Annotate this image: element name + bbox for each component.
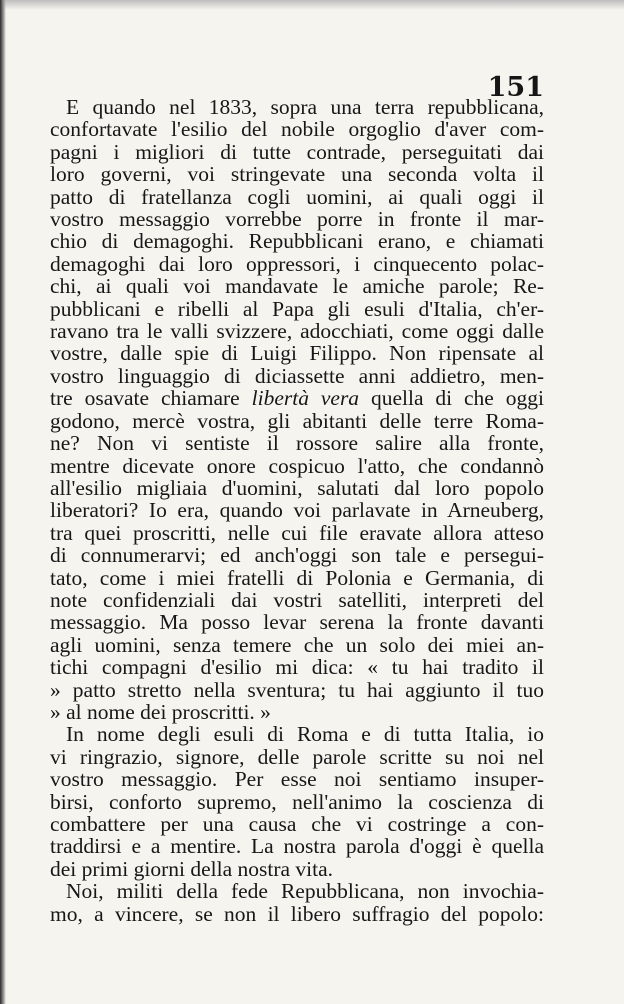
text-line: tre osavate chiamare libertà vera quella di che oggi — [50, 386, 544, 411]
paragraph — [50, 880, 544, 925]
page-top-edge-shadow — [0, 0, 624, 10]
page-number: 151 — [487, 72, 544, 103]
text-line: tato, come i miei fratelli di Polonia e Germania, di — [50, 565, 544, 590]
text-line: tichi compagni d'esilio mi dica: « tu hai tradito il — [50, 655, 544, 680]
text-line: loro governi, voi stringevate una seconda volta il — [50, 162, 544, 187]
page-left-edge-shadow — [0, 0, 6, 1004]
text-line: demagoghi dai loro oppressori, i cinquecento polac- — [50, 251, 544, 276]
text-line: pagni i migliori di tutte contrade, perseguitati dai — [50, 139, 544, 164]
text-line: vostro linguaggio di diciassette anni addietro, men- — [50, 363, 544, 388]
text-line: In nome degli esuli di Roma e di tutta Italia, io — [66, 722, 544, 747]
text-line: vostre, dalle spie di Luigi Filippo. Non ripensate al — [50, 341, 544, 366]
text-line: vi ringrazio, signore, delle parole scritte su noi nel — [50, 744, 544, 769]
text-line: all'esilio migliaia d'uomini, salutati dal loro popolo — [50, 475, 544, 500]
emphasis: libertà vera — [251, 386, 360, 411]
text-line: » al nome dei proscritti. » — [50, 699, 271, 724]
text-line: mo, a vincere, se non il libero suffragio del popolo: — [50, 901, 544, 926]
text-line: E quando nel 1833, sopra una terra repubblicana, — [66, 95, 544, 119]
text-line: traddirsi e a mentire. La nostra parola d'oggi è quella — [50, 834, 544, 859]
text-line: tra quei proscritti, nelle cui file eravate allora atteso — [50, 520, 544, 545]
text-line: chi, ai quali voi mandavate le amiche parole; Re- — [50, 274, 544, 299]
text-line: dei primi giorni della nostra vita. — [50, 856, 334, 881]
text-line: Noi, militi della fede Repubblicana, non invochia- — [66, 879, 544, 904]
text-line: liberatori? Io era, quando voi parlavate in Arneuberg, — [50, 498, 544, 523]
text-line: combattere per una causa che vi costringe a con- — [50, 812, 544, 836]
text-line: » patto stretto nella sventura; tu hai aggiunto il tuo — [50, 677, 544, 702]
text-line: pubblicani e ribelli al Papa gli esuli d'Italia, ch'er- — [50, 296, 544, 321]
text-line: vostro messaggio vorrebbe porre in fronte il mar- — [50, 207, 544, 232]
text-line: vostro messaggio. Per esse noi sentiamo insuper- — [50, 767, 544, 792]
text-line: patto di fratellanza cogli uomini, ai quali oggi il — [50, 184, 544, 209]
text-line: confortavate l'esilio del nobile orgoglio d'aver com- — [50, 117, 544, 142]
text-line: agli uomini, senza temere che un solo dei miei an- — [50, 632, 544, 657]
body-text — [50, 96, 544, 925]
text-line: messaggio. Ma posso levar serena la fronte davanti — [50, 610, 544, 635]
text-line: ravano tra le valli svizzere, adocchiati, come oggi dalle — [50, 319, 544, 344]
text-line: di connumerarvi; ed anch'oggi son tale e persegui- — [50, 543, 544, 568]
text-line: chio di demagoghi. Repubblicani erano, e chiamati — [50, 229, 544, 254]
text-line: note confidenziali dai vostri satelliti, interpreti del — [50, 587, 544, 612]
paragraph — [50, 96, 544, 723]
text-line: mentre dicevate onore cospicuo l'atto, che condannò — [50, 453, 544, 478]
paragraph — [50, 723, 544, 880]
text-line: ne? Non vi sentiste il rossore salire alla fronte, — [50, 431, 544, 456]
text-line: godono, mercè vostra, gli abitanti delle terre Roma- — [50, 408, 544, 433]
text-line: birsi, conforto supremo, nell'animo la coscienza di — [50, 789, 544, 814]
